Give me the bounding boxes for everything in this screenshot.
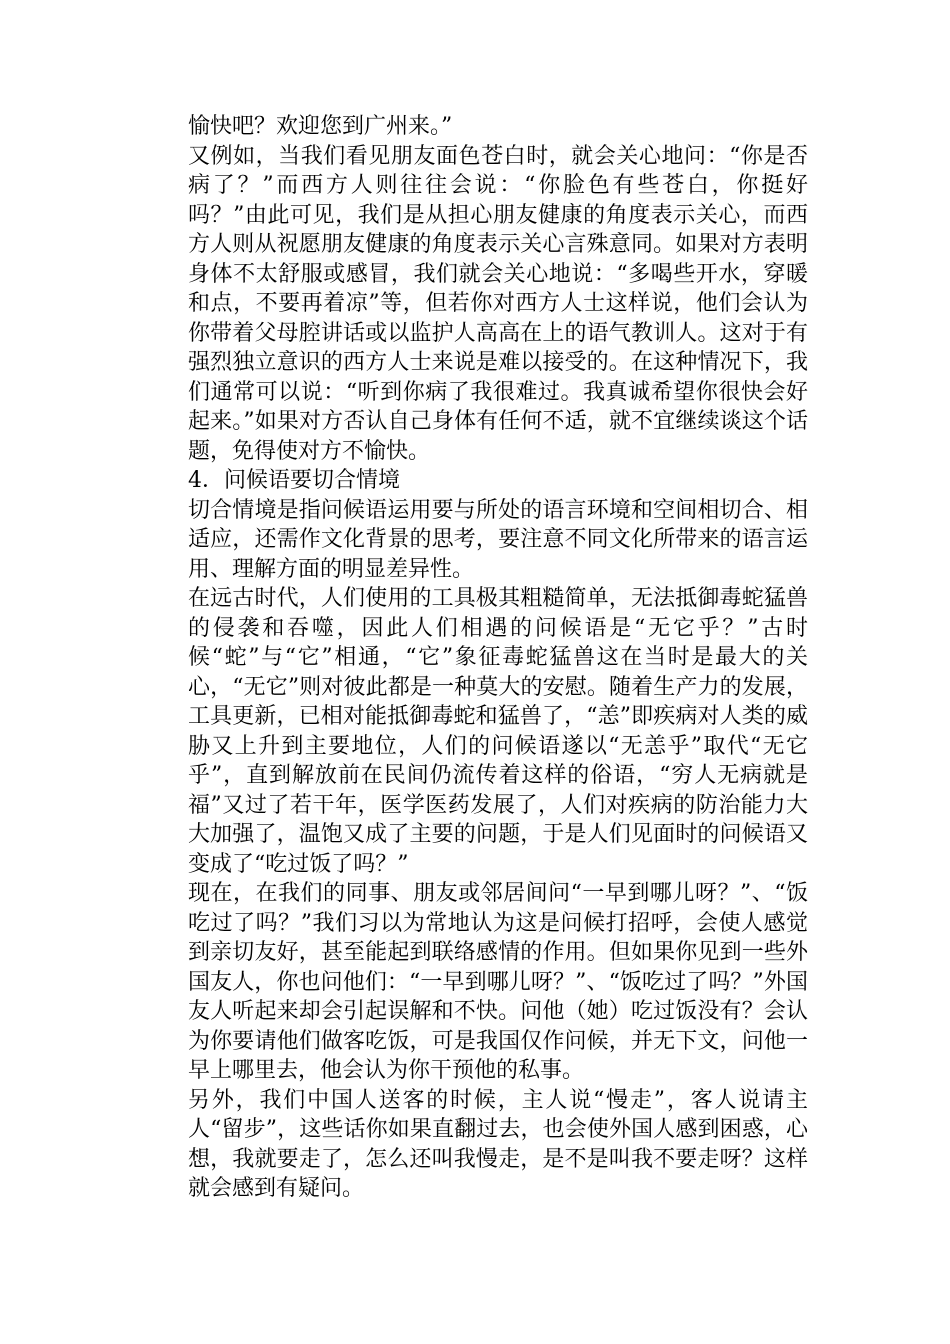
paragraph-context-definition: 切合情境是指问候语运用要与所处的语言环境和空间相切合、相适应，还需作文化背景的思考，要注意不同文化所带来的语言运用、理解方面的明显差异性。 [188, 497, 808, 582]
document-body [188, 112, 808, 1204]
section-heading: 4．问候语要切合情境 [188, 468, 400, 493]
paragraph-health-greeting: 又例如，当我们看见朋友面色苍白时，就会关心地问：“你是否病了？”而西方人则往往会说：“你脸色有些苍白，你挺好吗？”由此可见，我们是从担心朋友健康的角度表示关心，而西方人则从祝愿朋友健康的角度表示关心言殊意同。如果对方表明身体不太舒服或感冒，我们就会关心地说：“多喝些开水，穿暖和点，不要再着凉”等，但若你对西方人士这样说，他们会认为你带着父母腔讲话或以监护人高高在上的语气教训人。这对于有强烈独立意识的西方人士来说是难以接受的。在这种情况下，我们通常可以说：“听到你病了我很难过。我真诚希望你很快会好起来。”如果对方否认自己身体有任何不适，就不宜继续谈这个话题，免得使对方不愉快。 [188, 143, 808, 464]
paragraph-ancient-greetings: 在远古时代，人们使用的工具极其粗糙简单，无法抵御毒蛇猛兽的侵袭和吞噬，因此人们相遇的问候语是“无它乎？”古时候“蛇”与“它”相通，“它”象征毒蛇猛兽这在当时是最大的关心，“无它”则对彼此都是一种莫大的安慰。随着生产力的发展，工具更新，已相对能抵御毒蛇和猛兽了，“恙”即疾病对人类的威胁又上升到主要地位，人们的问候语遂以“无恙乎”取代“无它乎”，直到解放前在民间仍流传着这样的俗语，“穷人无病就是福”又过了若干年，医学医药发展了，人们对疾病的防治能力大大加强了，温饱又成了主要的问题，于是人们见面时的问候语又变成了“吃过饭了吗？” [188, 586, 808, 877]
paragraph-modern-greetings: 现在，在我们的同事、朋友或邻居间问“一早到哪儿呀？”、“饭吃过了吗？”我们习以为常地认为这是问候打招呼，会使人感觉到亲切友好，甚至能起到联络感情的作用。但如果你见到一些外国友人，你也问他们：“一早到哪儿呀？”、“饭吃过了吗？”外国友人听起来却会引起误解和不快。问他（她）吃过饭没有？会认为你要请他们做客吃饭，可是我国仅作问候，并无下文，问他一早上哪里去，他会认为你干预他的私事。 [188, 881, 808, 1083]
paragraph-farewell-phrases: 另外，我们中国人送客的时候，主人说“慢走”，客人说请主人“留步”，这些话你如果直翻过去，也会使外国人感到困惑，心想，我就要走了，怎么还叫我慢走，是不是叫我不要走呀？这样就会感到有疑问。 [188, 1087, 808, 1201]
paragraph-continuation: 愉快吧？欢迎您到广州来。” [188, 114, 453, 139]
